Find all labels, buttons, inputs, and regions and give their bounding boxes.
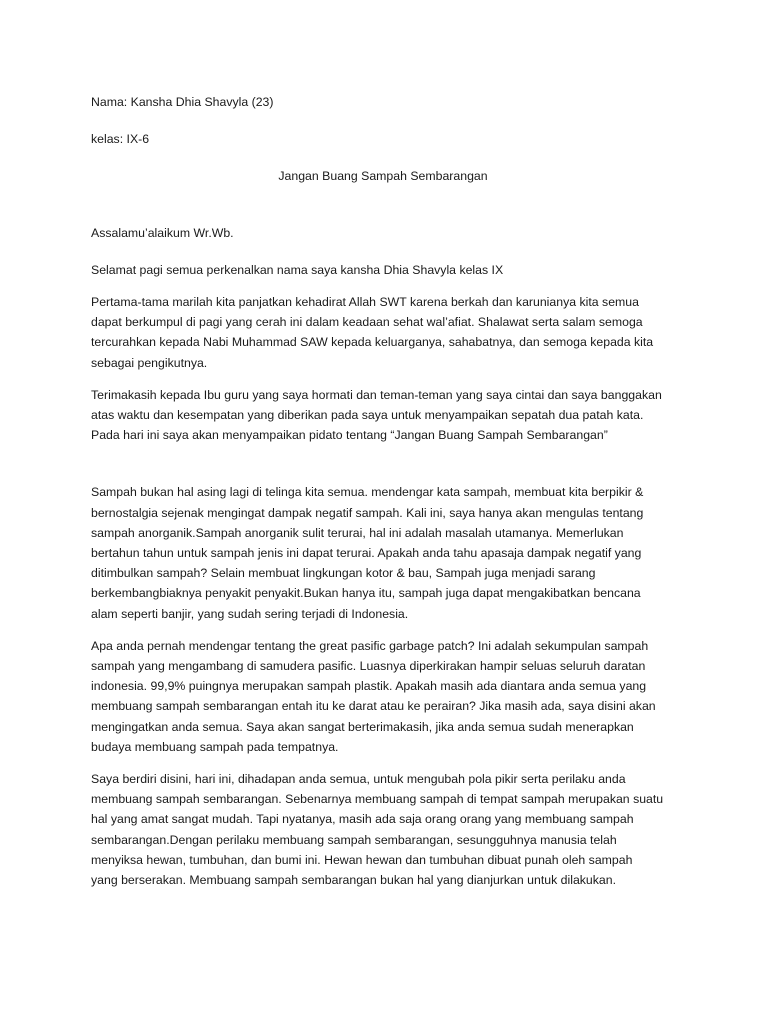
paragraph-line: tercurahkan kepada Nabi Muhammad SAW kepada keluarganya, sahabatnya, dan semoga kepada kita	[91, 335, 654, 350]
paragraph-line: berkembangbiaknya penyakit penyakit.Bukan hanya itu, sampah juga dapat mengakibatkan bencana	[91, 586, 641, 601]
paragraph-line: atas waktu dan kesempatan yang diberikan pada saya untuk menyampaikan sepatah dua patah kata.	[91, 408, 644, 423]
paragraph-line: yang berserakan. Membuang sampah sembarangan bukan hal yang dianjurkan untuk dilakukan.	[91, 873, 617, 888]
paragraph-line: membuang sampah sembarangan entah itu ke darat atau ke perairan? Jika masih ada, saya disini akan	[91, 699, 656, 714]
paragraph-call-to-action	[91, 769, 691, 890]
paragraph-line: sembarangan.Dengan perilaku membuang sampah sembarangan, sesungguhnya manusia telah	[91, 832, 617, 847]
paragraph-line: budaya membuang sampah pada tempatnya.	[91, 739, 339, 754]
paragraph-line: hal yang amat sangat mudah. Tapi nyatanya, masih ada saja orang orang yang membuang sampah	[91, 812, 634, 827]
paragraph-line: Pertama-tama marilah kita panjatkan kehadirat Allah SWT karena berkah dan karunianya kita semua	[91, 295, 639, 309]
paragraph-line: sampah anorganik.Sampah anorganik sulit terurai, hal ini adalah masalah utamanya. Memerlukan	[91, 525, 624, 540]
paragraph-thanks	[91, 385, 691, 446]
paragraph-line: bertahun tahun untuk sampah jenis ini dapat terurai. Apakah anda tahu apasaja dampak negatif yang	[91, 546, 642, 561]
greeting-line: Assalamu’alaikum Wr.Wb.	[91, 226, 234, 240]
paragraph-inorganic-waste	[91, 482, 691, 623]
paragraph-line: Saya berdiri disini, hari ini, dihadapan anda semua, untuk mengubah pola pikir serta perilaku anda	[91, 772, 626, 787]
paragraph-garbage-patch	[91, 636, 691, 757]
paragraph-line: Sampah bukan hal asing lagi di telinga kita semua. mendengar kata sampah, membuat kita berpikir &	[91, 485, 644, 500]
paragraph-line: Terimakasih kepada Ibu guru yang saya hormati dan teman-teman yang saya cintai dan saya banggakan	[91, 387, 662, 402]
paragraph-line: sebagai pengikutnya.	[91, 355, 208, 370]
paragraph-line: indonesia. 99,9% puingnya merupakan sampah plastik. Apakah masih ada diantara anda semua yang	[91, 679, 647, 694]
paragraph-line: mengingatkan anda semua. Saya akan sangat berterimakasih, jika anda semua sudah menerapkan	[91, 719, 634, 734]
paragraph-line: ditimbulkan sampah? Selain membuat lingkungan kotor & bau, Sampah juga menjadi sarang	[91, 566, 596, 581]
paragraph-line: alam seperti banjir, yang sudah sering terjadi di Indonesia.	[91, 606, 409, 621]
paragraph-line: Apa anda pernah mendengar tentang the great pasific garbage patch? Ini adalah sekumpulan sampah	[91, 638, 649, 653]
paragraph-line: membuang sampah sembarangan. Sebenarnya membuang sampah di tempat sampah merupakan suatu	[91, 792, 664, 807]
speech-title: Jangan Buang Sampah Sembarangan	[278, 169, 488, 183]
paragraph-line: Pada hari ini saya akan menyampaikan pidato tentang “Jangan Buang Sampah Sembarangan”	[91, 428, 608, 443]
document-body	[91, 92, 691, 890]
paragraph-line: menyiksa hewan, tumbuhan, dan bumi ini. Hewan hewan dan tumbuhan dibuat punah oleh sampah	[91, 852, 633, 867]
student-name-line: Nama: Kansha Dhia Shavyla (23)	[91, 95, 274, 109]
paragraph-line: bernostalgia sejenak mengingat dampak negatif sampah. Kali ini, saya hanya akan mengulas tentang	[91, 505, 644, 520]
student-class-line: kelas: IX-6	[91, 132, 150, 146]
paragraph-line: sampah yang mengambang di samudera pasific. Luasnya diperkirakan hampir seluas seluruh daratan	[91, 659, 646, 674]
paragraph-line: dapat berkumpul di pagi yang cerah ini dalam keadaan sehat wal’afiat. Shalawat serta salam semoga	[91, 315, 643, 330]
intro-line: Selamat pagi semua perkenalkan nama saya kansha Dhia Shavyla kelas IX	[91, 263, 504, 277]
paragraph-opening-prayer	[91, 292, 691, 373]
